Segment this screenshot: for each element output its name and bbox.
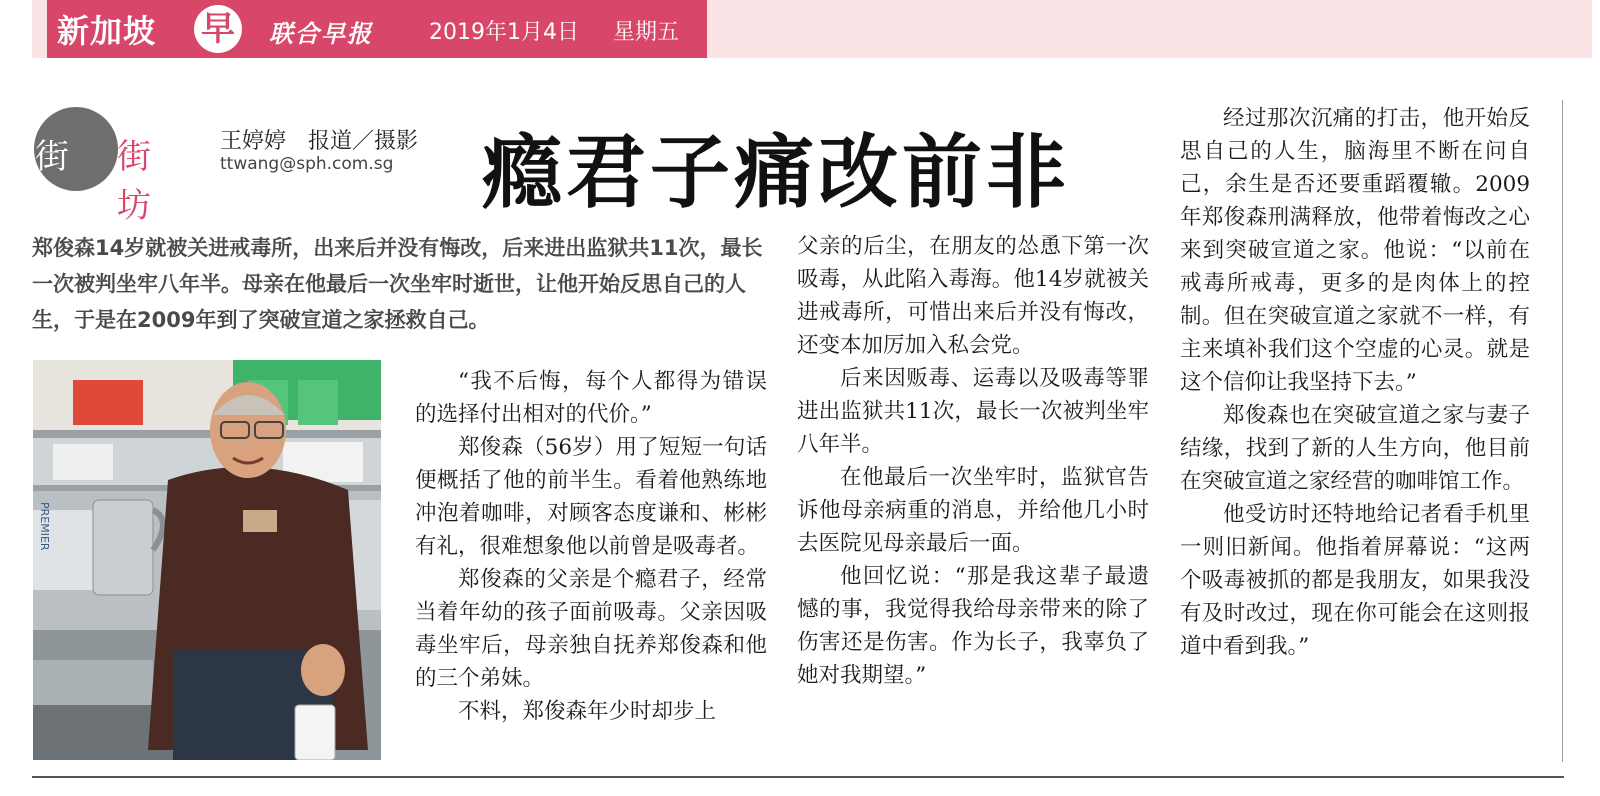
section-name: 新加坡 xyxy=(57,12,157,50)
body-column-3 xyxy=(1180,102,1530,663)
byline-author: 王婷婷 报道／摄影 xyxy=(220,129,419,154)
bottom-rule xyxy=(32,776,1564,778)
column-name-part2: 街坊 xyxy=(117,137,149,226)
body-paragraph: “我不后悔，每个人都得为错误的选择付出相对的代价。” xyxy=(415,369,767,427)
zaobao-logo-icon: 早 xyxy=(194,5,242,53)
headline: 瘾君子痛改前非 xyxy=(482,126,1070,219)
lead-paragraph: 郑俊森14岁就被关进戒毒所，出来后并没有悔改，后来进出监狱共11次，最长一次被判坐牢八年半。母亲在他最后一次坐牢时逝世，让他开始反思自己的人生，于是在2009年到了突破宣道之家拯救自己。 xyxy=(32,236,763,332)
body-paragraph: 后来因贩毒、运毒以及吸毒等罪进出监狱共11次，最长一次被判坐牢八年半。 xyxy=(797,366,1149,457)
body-column-1 xyxy=(415,365,767,728)
apron-text: PREMIER xyxy=(38,502,51,551)
issue-weekday: 星期五 xyxy=(613,20,680,45)
body-paragraph: 他受访时还特地给记者看手机里一则旧新闻。他指着屏幕说：“这两个吸毒被抓的都是我朋友，如果我没有及时改过，现在你可能会在这则报道中看到我。” xyxy=(1180,502,1530,659)
body-paragraph: 经过那次沉痛的打击，他开始反思自己的人生，脑海里不断在问自己，余生是否还要重蹈覆辙。2009年郑俊森刑满释放，他带着悔改之心来到突破宣道之家。他说：“以前在戒毒所戒毒，更多的是肉体上的控制。但在突破宣道之家就不一样，有主来填补我们这个空虚的心灵。就是这个信仰让我坚持下去。” xyxy=(1180,106,1530,395)
article-photo xyxy=(33,360,381,760)
body-paragraph: 郑俊森（56岁）用了短短一句话便概括了他的前半生。看着他熟练地冲泡着咖啡，对顾客态度谦和、彬彬有礼，很难想象他以前曾是吸毒者。 xyxy=(415,435,767,559)
body-paragraph: 他回忆说：“那是我这辈子最遗憾的事，我觉得我给母亲带来的除了伤害还是伤害。作为长子，我辜负了她对我期望。” xyxy=(797,564,1149,688)
issue-date: 2019年1月4日 xyxy=(429,20,579,45)
body-paragraph: 郑俊森也在突破宣道之家与妻子结缘，找到了新的人生方向，他目前在突破宣道之家经营的咖啡馆工作。 xyxy=(1180,403,1530,494)
masthead-banner xyxy=(47,0,707,58)
newspaper-name: 联合早报 xyxy=(269,19,373,48)
byline-email: ttwang@sph.com.sg xyxy=(220,154,394,174)
column-name-part1: 街访 xyxy=(35,137,67,226)
body-column-2 xyxy=(797,230,1149,692)
body-paragraph: 父亲的后尘，在朋友的怂恿下第一次吸毒，从此陷入毒海。他14岁就被关进戒毒所，可惜出来后并没有悔改，还变本加厉加入私会党。 xyxy=(797,234,1149,358)
body-paragraph: 在他最后一次坐牢时，监狱官告诉他母亲病重的消息，并给他几小时去医院见母亲最后一面。 xyxy=(797,465,1149,556)
body-paragraph: 郑俊森的父亲是个瘾君子，经常当着年幼的孩子面前吸毒。父亲因吸毒坐牢后，母亲独自抚养郑俊森和他的三个弟妹。 xyxy=(415,567,767,691)
column-divider xyxy=(1562,100,1563,762)
body-paragraph: 不料，郑俊森年少时却步上 xyxy=(458,699,717,724)
